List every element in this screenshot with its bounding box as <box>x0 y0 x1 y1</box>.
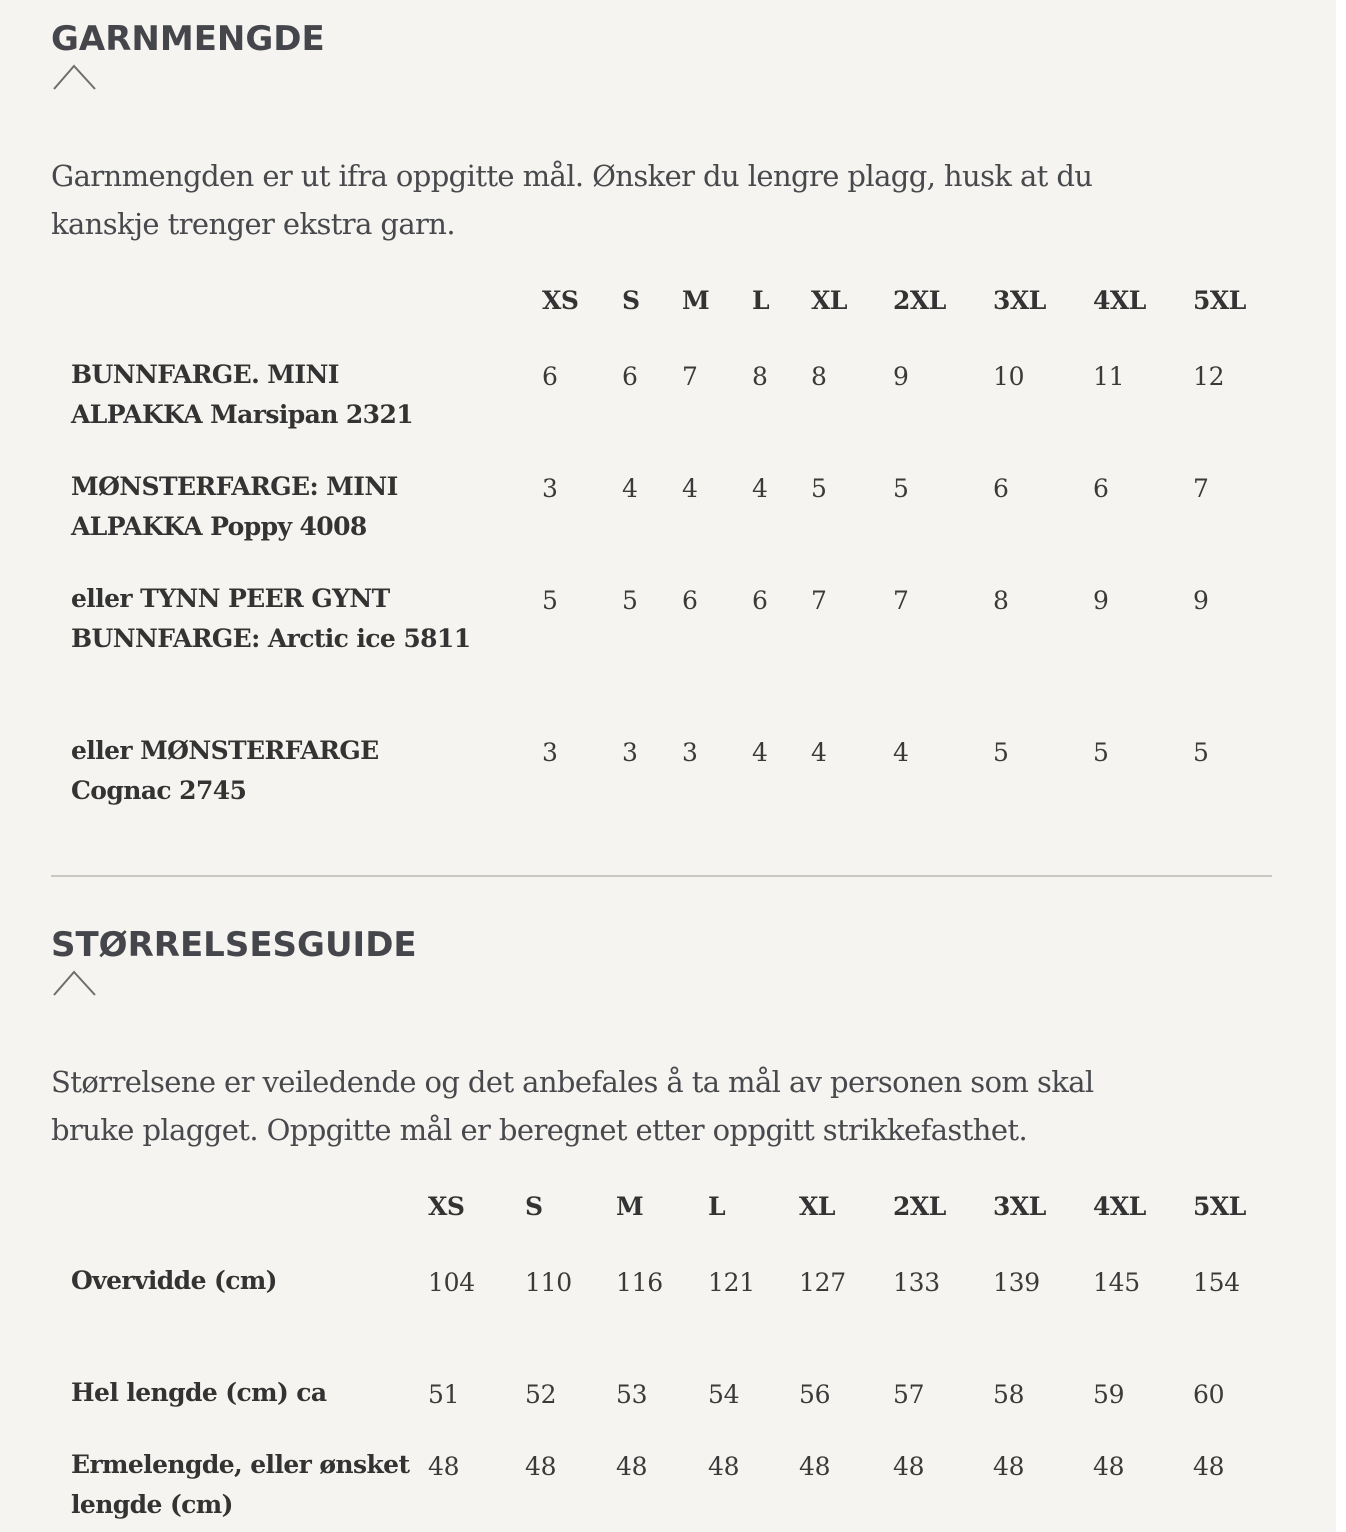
table-cell: 6 <box>682 586 698 615</box>
size-header-4xl: 4XL <box>1093 1192 1146 1221</box>
table-cell: 4 <box>682 474 698 503</box>
table-cell: 5 <box>542 586 558 615</box>
yarn-intro-line: Garnmengden er ut ifra oppgitte mål. Ønsker du lengre plagg, husk at du <box>51 159 1093 193</box>
size-header-5xl: 5XL <box>1193 286 1246 315</box>
table-cell: 48 <box>616 1452 648 1481</box>
table-cell: 5 <box>1093 738 1109 767</box>
row-label: MØNSTERFARGE: MINI ALPAKKA Poppy 4008 <box>71 472 398 541</box>
table-cell: 54 <box>708 1380 740 1409</box>
table-cell: 48 <box>893 1452 925 1481</box>
size-header-l: L <box>752 286 770 315</box>
table-cell: 4 <box>622 474 638 503</box>
table-cell: 60 <box>1193 1380 1225 1409</box>
table-cell: 11 <box>1093 362 1125 391</box>
size-intro <box>51 1058 1251 1154</box>
table-cell: 127 <box>799 1268 846 1297</box>
table-cell: 6 <box>1093 474 1109 503</box>
table-cell: 6 <box>622 362 638 391</box>
size-header-xs: XS <box>428 1192 465 1221</box>
table-cell: 12 <box>1193 362 1225 391</box>
table-cell: 145 <box>1093 1268 1140 1297</box>
table-cell: 5 <box>622 586 638 615</box>
table-cell: 104 <box>428 1268 475 1297</box>
row-label: Hel lengde (cm) ca <box>71 1378 327 1407</box>
yarn-section-title: GARNMENGDE <box>51 19 325 59</box>
table-cell: 8 <box>752 362 768 391</box>
size-header-m: M <box>682 286 710 315</box>
table-cell: 6 <box>993 474 1009 503</box>
table-cell: 139 <box>993 1268 1040 1297</box>
chevron-up-icon[interactable] <box>53 64 97 90</box>
size-header-2xl: 2XL <box>893 1192 946 1221</box>
table-cell: 4 <box>893 738 909 767</box>
table-cell: 6 <box>542 362 558 391</box>
size-header-4xl: 4XL <box>1093 286 1146 315</box>
table-cell: 48 <box>1093 1452 1125 1481</box>
table-cell: 3 <box>542 474 558 503</box>
table-cell: 48 <box>1193 1452 1225 1481</box>
table-cell: 4 <box>811 738 827 767</box>
table-cell: 110 <box>525 1268 572 1297</box>
table-cell: 3 <box>682 738 698 767</box>
table-cell: 10 <box>993 362 1025 391</box>
table-cell: 8 <box>993 586 1009 615</box>
table-cell: 59 <box>1093 1380 1125 1409</box>
table-cell: 5 <box>1193 738 1209 767</box>
size-header-s: S <box>525 1192 543 1221</box>
table-cell: 8 <box>811 362 827 391</box>
size-header-3xl: 3XL <box>993 1192 1046 1221</box>
table-cell: 9 <box>1193 586 1209 615</box>
size-header-l: L <box>708 1192 726 1221</box>
chevron-up-icon[interactable] <box>53 970 97 996</box>
table-cell: 53 <box>616 1380 648 1409</box>
size-intro-line: Størrelsene er veiledende og det anbefales å ta mål av personen som skal <box>51 1065 1094 1099</box>
size-header-xs: XS <box>542 286 579 315</box>
table-cell: 7 <box>1193 474 1209 503</box>
table-cell: 5 <box>993 738 1009 767</box>
table-cell: 51 <box>428 1380 460 1409</box>
table-cell: 6 <box>752 586 768 615</box>
table-cell: 57 <box>893 1380 925 1409</box>
size-header-xl: XL <box>811 286 847 315</box>
size-section-title: STØRRELSESGUIDE <box>51 925 417 965</box>
table-cell: 48 <box>993 1452 1025 1481</box>
size-header-5xl: 5XL <box>1193 1192 1246 1221</box>
row-label: BUNNFARGE. MINI ALPAKKA Marsipan 2321 <box>71 360 414 429</box>
table-cell: 3 <box>622 738 638 767</box>
table-cell: 116 <box>616 1268 663 1297</box>
table-cell: 5 <box>811 474 827 503</box>
table-cell: 48 <box>708 1452 740 1481</box>
row-label: eller MØNSTERFARGE Cognac 2745 <box>71 736 379 805</box>
table-cell: 58 <box>993 1380 1025 1409</box>
size-header-3xl: 3XL <box>993 286 1046 315</box>
yarn-intro-line: kanskje trenger ekstra garn. <box>51 207 455 241</box>
table-cell: 4 <box>752 738 768 767</box>
table-cell: 48 <box>428 1452 460 1481</box>
size-header-m: M <box>616 1192 644 1221</box>
row-label: Overvidde (cm) <box>71 1266 277 1295</box>
table-cell: 56 <box>799 1380 831 1409</box>
section-divider <box>51 875 1272 877</box>
size-header-xl: XL <box>799 1192 835 1221</box>
table-cell: 9 <box>1093 586 1109 615</box>
table-cell: 5 <box>893 474 909 503</box>
size-header-s: S <box>622 286 640 315</box>
table-cell: 7 <box>893 586 909 615</box>
table-cell: 9 <box>893 362 909 391</box>
table-cell: 7 <box>811 586 827 615</box>
table-cell: 48 <box>799 1452 831 1481</box>
yarn-intro <box>51 152 1251 248</box>
row-label: Ermelengde, eller ønsket lengde (cm) <box>71 1450 410 1519</box>
table-cell: 52 <box>525 1380 557 1409</box>
row-label: eller TYNN PEER GYNT BUNNFARGE: Arctic ice 5811 <box>71 584 471 653</box>
table-cell: 154 <box>1193 1268 1240 1297</box>
table-cell: 133 <box>893 1268 940 1297</box>
size-intro-line: bruke plagget. Oppgitte mål er beregnet etter oppgitt strikkefasthet. <box>51 1113 1028 1147</box>
table-cell: 48 <box>525 1452 557 1481</box>
table-cell: 4 <box>752 474 768 503</box>
table-cell: 7 <box>682 362 698 391</box>
table-cell: 121 <box>708 1268 755 1297</box>
size-header-2xl: 2XL <box>893 286 946 315</box>
table-cell: 3 <box>542 738 558 767</box>
